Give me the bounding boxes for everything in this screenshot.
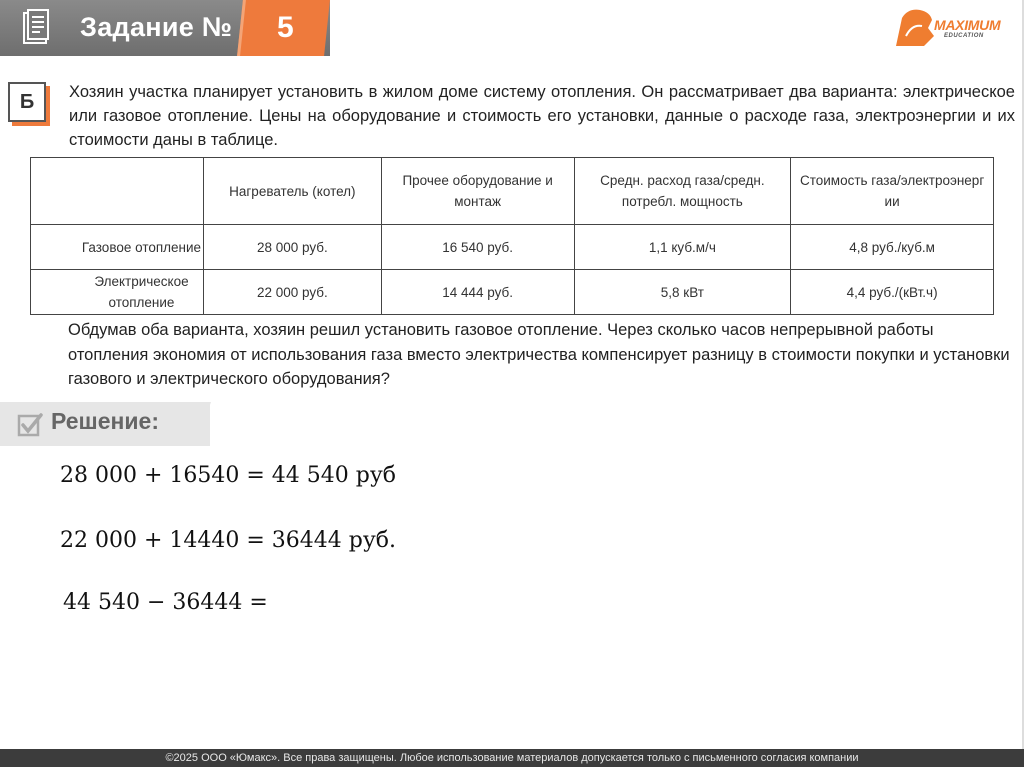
table-row <box>31 270 994 315</box>
solution-title: Решение: <box>51 408 160 434</box>
data-table <box>30 157 994 315</box>
table-header-cell <box>31 158 204 225</box>
table-cell: 28 000 руб. <box>203 225 381 270</box>
table-cell: 4,8 руб./куб.м <box>791 225 994 270</box>
table-cell: 5,8 кВт <box>574 270 791 315</box>
logo-brand: MAXIMUM <box>934 17 1001 33</box>
table-header-cell: Средн. расход газа/средн. потребл. мощность <box>574 158 791 225</box>
table-header-cell: Стоимость газа/электроэнерг ии <box>791 158 994 225</box>
solution-band-edge <box>195 402 211 446</box>
table-cell: 1,1 куб.м/ч <box>574 225 791 270</box>
table-header-cell: Нагреватель (котел) <box>203 158 381 225</box>
table-cell: 4,4 руб./(кВт.ч) <box>791 270 994 315</box>
solution-equation: 22 000 + 14440 = 36444 руб. <box>60 528 397 553</box>
task-number <box>237 0 330 56</box>
table-header-row <box>31 158 994 225</box>
task-question: Обдумав оба варианта, хозяин решил установить газовое отопление. Через сколько часов непрерывной работы отопления экономия от использования газа вместо электричества компенсирует разницу в стоимости покупки и установки газового и электрического оборудования? <box>68 321 1010 388</box>
task-number-text: 5 <box>276 11 294 44</box>
table-row-label: Газовое отопление <box>31 225 204 270</box>
document-icon <box>22 9 50 45</box>
solution-equation: 44 540 − 36444 = <box>63 590 268 615</box>
task-badge: Б <box>8 82 46 122</box>
table-header-cell: Прочее оборудование и монтаж <box>381 158 574 225</box>
solution-equation: 28 000 + 16540 = 44 540 руб <box>60 463 397 488</box>
table-row <box>31 225 994 270</box>
header-title: Задание № <box>80 12 233 42</box>
footer-copyright: ©2025 ООО «Юмакс». Все права защищены. Любое использование материалов допускается только с письменного согласия компании <box>0 749 1024 767</box>
table-row-label: Электрическое отопление <box>31 270 204 315</box>
task-text: Хозяин участка планирует установить в жилом доме систему отопления. Он рассматривает два варианта: электрическое или газовое отопление. Цены на оборудование и стоимость его установки, данные о расходе газа, электроэнергии и их стоимости даны в таблице. <box>69 83 1015 149</box>
table-cell: 16 540 руб. <box>381 225 574 270</box>
table-cell: 14 444 руб. <box>381 270 574 315</box>
checkbox-check-icon <box>17 412 43 438</box>
table-cell: 22 000 руб. <box>203 270 381 315</box>
logo-sub: EDUCATION <box>944 33 984 39</box>
